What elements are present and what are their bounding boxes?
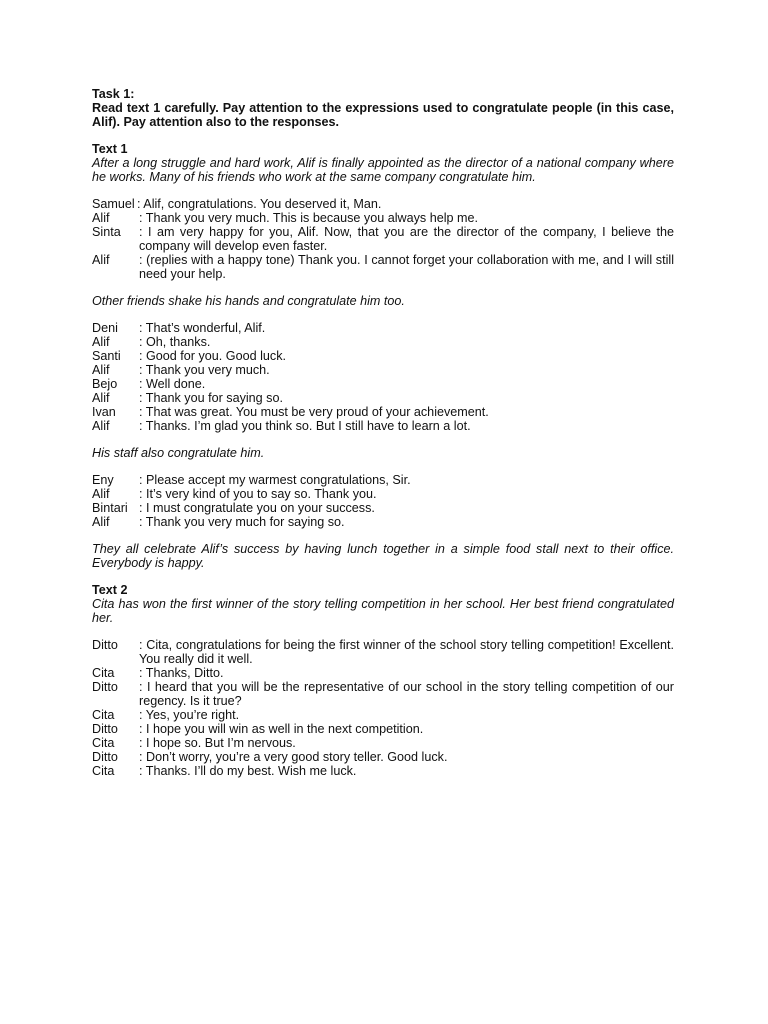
utterance: : Thank you very much. This is because you always help me. xyxy=(139,211,479,225)
speaker-name: Alif xyxy=(92,363,110,377)
dialog-line xyxy=(92,680,674,708)
speaker-name: Cita xyxy=(92,708,115,722)
speaker-name: Alif xyxy=(92,487,110,501)
utterance: : I hope so. But I’m nervous. xyxy=(139,736,296,750)
speaker-name: Samuel xyxy=(92,197,135,211)
utterance: : Good for you. Good luck. xyxy=(139,349,287,363)
text1-dialog-2 xyxy=(92,321,674,433)
dialog-line xyxy=(92,363,674,377)
dialog-line xyxy=(92,666,674,680)
utterance: : Don’t worry, you’re a very good story teller. Good luck. xyxy=(139,750,448,764)
text2-heading: Text 2 xyxy=(92,583,128,597)
utterance: : Please accept my warmest congratulations, Sir. xyxy=(139,473,411,487)
utterance: : (replies with a happy tone) Thank you. I cannot forget your collaboration with me, and I will still need your help. xyxy=(139,253,674,281)
dialog-line xyxy=(92,501,674,515)
speaker-name: Cita xyxy=(92,736,115,750)
dialog-line xyxy=(92,377,674,391)
task-instruction: Read text 1 carefully. Pay attention to the expressions used to congratulate people (in this case, Alif). Pay attention also to the responses. xyxy=(92,101,674,129)
speaker-name: Alif xyxy=(92,335,110,349)
dialog-line xyxy=(92,419,674,433)
utterance: : Thanks. I’m glad you think so. But I still have to learn a lot. xyxy=(139,419,471,433)
text2-dialog xyxy=(92,638,674,778)
text1-narration-2: Other friends shake his hands and congratulate him too. xyxy=(92,294,405,308)
dialog-line xyxy=(92,722,674,736)
speaker-name: Alif xyxy=(92,391,110,405)
utterance: : It’s very kind of you to say so. Thank you. xyxy=(139,487,377,501)
utterance: : Alif, congratulations. You deserved it, Man. xyxy=(137,197,382,211)
utterance: : Yes, you’re right. xyxy=(139,708,240,722)
utterance: : Thank you very much for saying so. xyxy=(139,515,345,529)
speaker-name: Bejo xyxy=(92,377,118,391)
speaker-name: Ditto xyxy=(92,722,118,736)
speaker-name: Sinta xyxy=(92,225,121,239)
utterance: : I hope you will win as well in the next competition. xyxy=(139,722,424,736)
dialog-line xyxy=(92,638,674,666)
speaker-name: Cita xyxy=(92,666,115,680)
dialog-line xyxy=(92,321,674,335)
speaker-name: Ditto xyxy=(92,680,118,694)
dialog-line xyxy=(92,515,674,529)
document-page xyxy=(92,87,674,778)
utterance: : Thank you very much. xyxy=(139,363,270,377)
text1-closing: They all celebrate Alif’s success by having lunch together in a simple food stall next to their office. Everybody is happy. xyxy=(92,542,674,570)
speaker-name: Santi xyxy=(92,349,121,363)
utterance: : Oh, thanks. xyxy=(139,335,211,349)
speaker-name: Eny xyxy=(92,473,114,487)
dialog-line xyxy=(92,736,674,750)
text1-dialog-3 xyxy=(92,473,674,529)
dialog-line xyxy=(92,211,674,225)
dialog-line xyxy=(92,708,674,722)
utterance: : I heard that you will be the representative of our school in the story telling competition of our regency. Is it true? xyxy=(139,680,674,708)
speaker-name: Alif xyxy=(92,253,110,267)
speaker-name: Bintari xyxy=(92,501,128,515)
dialog-line xyxy=(92,487,674,501)
speaker-name: Cita xyxy=(92,764,115,778)
dialog-line xyxy=(92,349,674,363)
dialog-line xyxy=(92,473,674,487)
dialog-line xyxy=(92,197,674,211)
speaker-name: Alif xyxy=(92,515,110,529)
speaker-name: Alif xyxy=(92,419,110,433)
dialog-line xyxy=(92,335,674,349)
text1-dialog-1 xyxy=(92,197,674,281)
text1-heading: Text 1 xyxy=(92,142,128,156)
utterance: : Thanks. I’ll do my best. Wish me luck. xyxy=(139,764,357,778)
utterance: : Thank you for saying so. xyxy=(139,391,283,405)
dialog-line xyxy=(92,750,674,764)
dialog-line xyxy=(92,391,674,405)
speaker-name: Alif xyxy=(92,211,110,225)
text1-narration-3: His staff also congratulate him. xyxy=(92,446,265,460)
dialog-line xyxy=(92,225,674,253)
utterance: : I am very happy for you, Alif. Now, that you are the director of the company, I believe the company will develop even faster. xyxy=(139,225,674,253)
speaker-name: Deni xyxy=(92,321,118,335)
dialog-line xyxy=(92,764,674,778)
utterance: : That was great. You must be very proud of your achievement. xyxy=(139,405,489,419)
utterance: : Well done. xyxy=(139,377,206,391)
utterance: : I must congratulate you on your success. xyxy=(139,501,375,515)
speaker-name: Ivan xyxy=(92,405,116,419)
text1-intro: After a long struggle and hard work, Alif is finally appointed as the director of a national company where he works. Many of his friends who work at the same company congratulate him. xyxy=(92,156,674,184)
task-heading: Task 1: xyxy=(92,87,135,101)
utterance: : That’s wonderful, Alif. xyxy=(139,321,266,335)
speaker-name: Ditto xyxy=(92,750,118,764)
dialog-line xyxy=(92,253,674,281)
speaker-name: Ditto xyxy=(92,638,118,652)
utterance: : Thanks, Ditto. xyxy=(139,666,224,680)
dialog-line xyxy=(92,405,674,419)
text2-intro: Cita has won the first winner of the story telling competition in her school. Her best friend congratulated her. xyxy=(92,597,674,625)
utterance: : Cita, congratulations for being the first winner of the school story telling competition! Excellent. You really did it well. xyxy=(139,638,674,666)
